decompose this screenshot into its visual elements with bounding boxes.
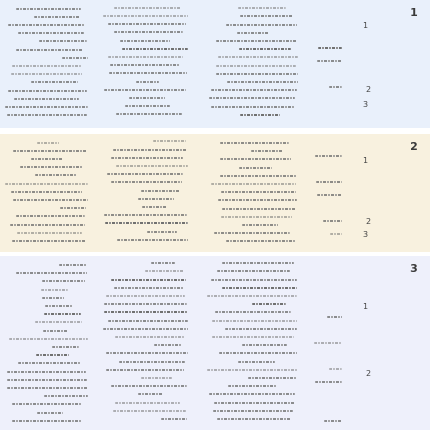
handwritten-line (7, 114, 88, 116)
handwritten-line (111, 279, 186, 281)
handwritten-line (115, 336, 186, 338)
handwritten-line (220, 142, 289, 144)
handwritten-line (318, 47, 342, 49)
handwritten-line (314, 342, 342, 344)
sub-number: 1 (363, 156, 369, 165)
handwritten-line (116, 165, 188, 167)
handwritten-line (110, 64, 180, 66)
handwritten-line (111, 385, 187, 387)
handwritten-line (35, 321, 82, 323)
handwritten-line (16, 8, 81, 10)
handwritten-line (114, 7, 181, 9)
handwritten-line (214, 402, 296, 404)
handwritten-line (11, 73, 81, 75)
handwritten-line (42, 297, 64, 299)
handwritten-line (10, 224, 86, 226)
handwritten-line (330, 233, 342, 235)
handwritten-line (129, 97, 165, 99)
handwritten-line (214, 232, 290, 234)
handwritten-line (141, 377, 172, 379)
handwritten-line (13, 199, 88, 201)
handwritten-line (113, 410, 186, 412)
section-number: 2 (410, 140, 418, 153)
section-number: 1 (410, 6, 418, 19)
handwritten-line (153, 140, 186, 142)
handwritten-line (211, 183, 296, 185)
handwritten-line (327, 316, 342, 318)
handwritten-line (18, 362, 81, 364)
handwritten-line (239, 48, 291, 50)
handwritten-line (17, 232, 83, 234)
handwritten-line (323, 220, 342, 222)
handwritten-line (161, 418, 187, 420)
handwritten-line (103, 328, 189, 330)
handwritten-line (106, 369, 185, 371)
handwritten-line (109, 72, 188, 74)
handwritten-line (242, 344, 288, 346)
handwritten-line (34, 16, 81, 18)
handwritten-line (122, 48, 188, 50)
handwritten-line (221, 191, 296, 193)
handwritten-line (119, 361, 186, 363)
handwritten-line (104, 214, 187, 216)
handwritten-line (147, 231, 178, 233)
handwritten-line (16, 272, 87, 274)
handwritten-line (226, 24, 297, 26)
handwritten-line (242, 224, 278, 226)
handwritten-line (151, 262, 175, 264)
handwritten-line (211, 106, 295, 108)
sub-number: 1 (363, 302, 369, 311)
handwritten-line (212, 320, 297, 322)
handwritten-line (217, 418, 291, 420)
handwritten-line (213, 410, 293, 412)
sub-number: 1 (363, 21, 369, 30)
handwritten-line (114, 287, 184, 289)
handwritten-line (12, 403, 83, 405)
handwritten-line (329, 86, 342, 88)
handwritten-line (238, 7, 285, 9)
handwritten-line (16, 215, 85, 217)
handwritten-line (59, 264, 87, 266)
handwritten-line (216, 40, 297, 42)
handwritten-line (12, 420, 82, 422)
handwritten-line (228, 385, 277, 387)
handwritten-line (222, 208, 296, 210)
handwritten-line (240, 114, 280, 116)
handwritten-line (35, 174, 78, 176)
handwritten-line (221, 216, 292, 218)
handwritten-line (16, 49, 83, 51)
sub-number: 2 (366, 85, 372, 94)
section-number: 3 (410, 262, 418, 275)
handwritten-line (104, 89, 187, 91)
handwritten-line (108, 23, 186, 25)
handwritten-line (316, 181, 342, 183)
handwritten-line (9, 338, 88, 340)
handwritten-line (11, 191, 83, 193)
handwritten-line (20, 166, 84, 168)
handwritten-line (315, 381, 342, 383)
handwritten-line (329, 368, 342, 370)
handwritten-line (8, 90, 87, 92)
handwritten-line (105, 222, 188, 224)
handwritten-line (222, 287, 297, 289)
handwritten-line (45, 305, 74, 307)
handwritten-line (111, 157, 183, 159)
handwritten-line (324, 420, 342, 422)
handwritten-line (5, 183, 88, 185)
handwritten-line (108, 320, 188, 322)
handwritten-line (115, 402, 180, 404)
handwritten-line (248, 377, 298, 379)
handwritten-line (44, 313, 82, 315)
handwritten-line (31, 158, 64, 160)
handwritten-line (239, 167, 273, 169)
handwritten-line (107, 173, 183, 175)
handwritten-line (8, 24, 85, 26)
sub-number: 3 (363, 230, 369, 239)
handwritten-line (117, 239, 188, 241)
handwritten-line (36, 354, 68, 356)
handwritten-line (251, 150, 282, 152)
handwritten-line (37, 412, 63, 414)
handwritten-line (220, 175, 296, 177)
handwritten-line (7, 379, 87, 381)
handwritten-line (60, 207, 86, 209)
handwritten-line (18, 32, 84, 34)
handwritten-line (37, 142, 59, 144)
handwritten-line (225, 328, 297, 330)
handwritten-line (13, 150, 88, 152)
handwritten-line (7, 387, 88, 389)
handwritten-line (237, 32, 270, 34)
handwritten-line (142, 206, 166, 208)
section-side-label (404, 36, 422, 86)
handwritten-line (5, 106, 88, 108)
handwritten-line (227, 81, 298, 83)
handwritten-line (211, 89, 297, 91)
handwritten-line (114, 31, 183, 33)
handwritten-line (216, 73, 298, 75)
handwritten-line (317, 60, 342, 62)
handwritten-line (154, 344, 182, 346)
handwritten-line (111, 181, 182, 183)
handwritten-line (7, 371, 86, 373)
handwritten-line (222, 262, 294, 264)
handwritten-line (106, 295, 185, 297)
handwritten-line (212, 336, 294, 338)
handwritten-line (43, 330, 68, 332)
handwritten-line (317, 194, 342, 196)
handwritten-line (52, 346, 78, 348)
handwritten-line (14, 98, 79, 100)
sub-number: 2 (366, 217, 372, 226)
handwritten-line (252, 303, 286, 305)
sub-number: 3 (363, 100, 369, 109)
handwritten-line (104, 303, 187, 305)
handwritten-line (12, 65, 82, 67)
handwritten-line (116, 113, 182, 115)
handwritten-line (207, 295, 297, 297)
handwritten-line (315, 155, 342, 157)
handwritten-line (108, 56, 183, 58)
handwritten-line (12, 240, 86, 242)
handwritten-line (207, 369, 298, 371)
handwritten-line (211, 279, 298, 281)
handwritten-line (62, 57, 88, 59)
handwritten-line (138, 198, 174, 200)
handwritten-line (120, 40, 170, 42)
handwritten-line (41, 289, 67, 291)
handwritten-line (136, 81, 159, 83)
handwritten-line (113, 149, 187, 151)
handwritten-line (31, 81, 78, 83)
section-side-label (404, 290, 422, 350)
handwritten-line (44, 395, 88, 397)
sub-number: 2 (366, 369, 372, 378)
handwritten-line (125, 105, 170, 107)
handwritten-line (103, 15, 188, 17)
handwritten-line (39, 40, 88, 42)
handwritten-line (141, 190, 180, 192)
handwritten-line (238, 361, 275, 363)
section-side-label (404, 168, 422, 218)
handwritten-line (42, 280, 85, 282)
handwritten-line (216, 65, 296, 67)
